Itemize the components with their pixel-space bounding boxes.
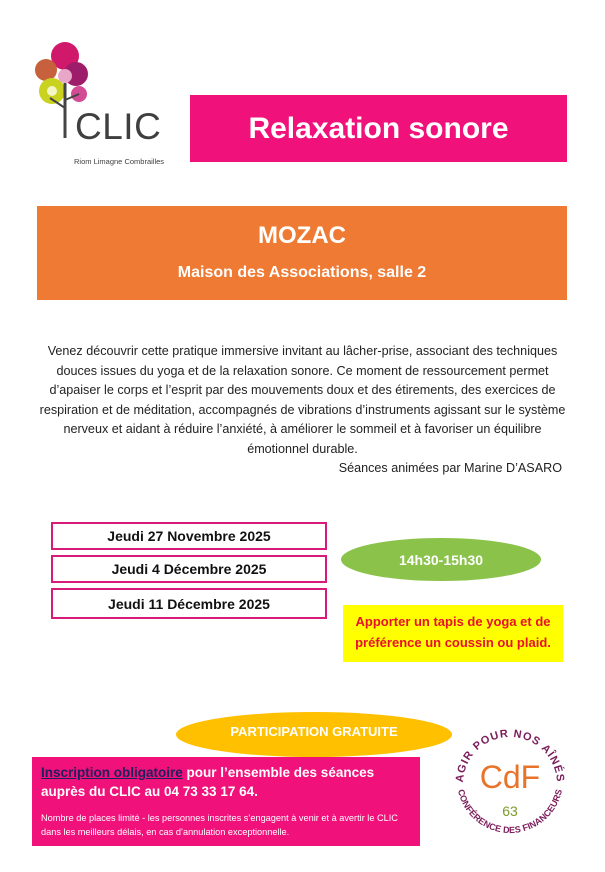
registration-note: Nombre de places limité - les personnes inscrites s’engagent à venir et à avertir le CLIC dans les meilleurs délais, en cas d’annulation exceptionnelle. bbox=[41, 813, 398, 837]
animator-credit: Séances animées par Marine D’ASARO bbox=[338, 461, 562, 475]
title-banner bbox=[190, 95, 567, 162]
cdf-number: 63 bbox=[502, 803, 518, 819]
description-text: Venez découvrir cette pratique immersive invitant au lâcher-prise, associant des techniques douces issues du yoga et de la relaxation sonore. Ce moment de ressourcement permet d’apaiser le corps et l’esprit par des mouvements doux et des étirements, des exercices de respiration et de méditation, accompagnés de vibrations d’instruments agissant sur le système nerveux et aidant à réduire l’anxiété, à améliorer le sommeil et à favoriser un équilibre émotionnel durable. bbox=[39, 344, 566, 456]
venue-name: Maison des Associations, salle 2 bbox=[177, 264, 427, 281]
participation-text: PARTICIPATION GRATUITE bbox=[230, 723, 398, 739]
clic-logo-subtitle: Riom Limagne Combrailles bbox=[74, 157, 165, 166]
registration-line1 bbox=[41, 765, 374, 780]
time-text: 14h30-15h30 bbox=[398, 551, 484, 568]
page-title: Relaxation sonore bbox=[248, 111, 509, 145]
time-badge bbox=[341, 538, 541, 581]
date-item: Jeudi 4 Décembre 2025 bbox=[51, 555, 327, 583]
registration-phone-line: auprès du CLIC au 04 73 33 17 64. bbox=[41, 784, 258, 799]
registration-line1-rest: pour l’ensemble des séances bbox=[182, 765, 375, 780]
cdf-logo bbox=[445, 718, 575, 848]
date-item: Jeudi 11 Décembre 2025 bbox=[51, 588, 327, 619]
date-item: Jeudi 27 Novembre 2025 bbox=[51, 522, 327, 550]
city-name: MOZAC bbox=[258, 222, 346, 249]
registration-mandatory-label: Inscription obligatoire bbox=[41, 765, 183, 780]
cdf-top-text: AGIR POUR NOS AÎNÉS bbox=[453, 727, 567, 784]
equipment-note: Apporter un tapis de yoga et de préférence un coussin ou plaid. bbox=[343, 605, 563, 662]
cdf-bottom-text: CONFÉRENCE DES FINANCEURS bbox=[455, 788, 565, 836]
clic-logo-text: CLIC bbox=[75, 106, 162, 147]
cdf-initials: CdF bbox=[479, 759, 541, 795]
location-banner bbox=[37, 206, 567, 300]
registration-box bbox=[32, 757, 420, 846]
